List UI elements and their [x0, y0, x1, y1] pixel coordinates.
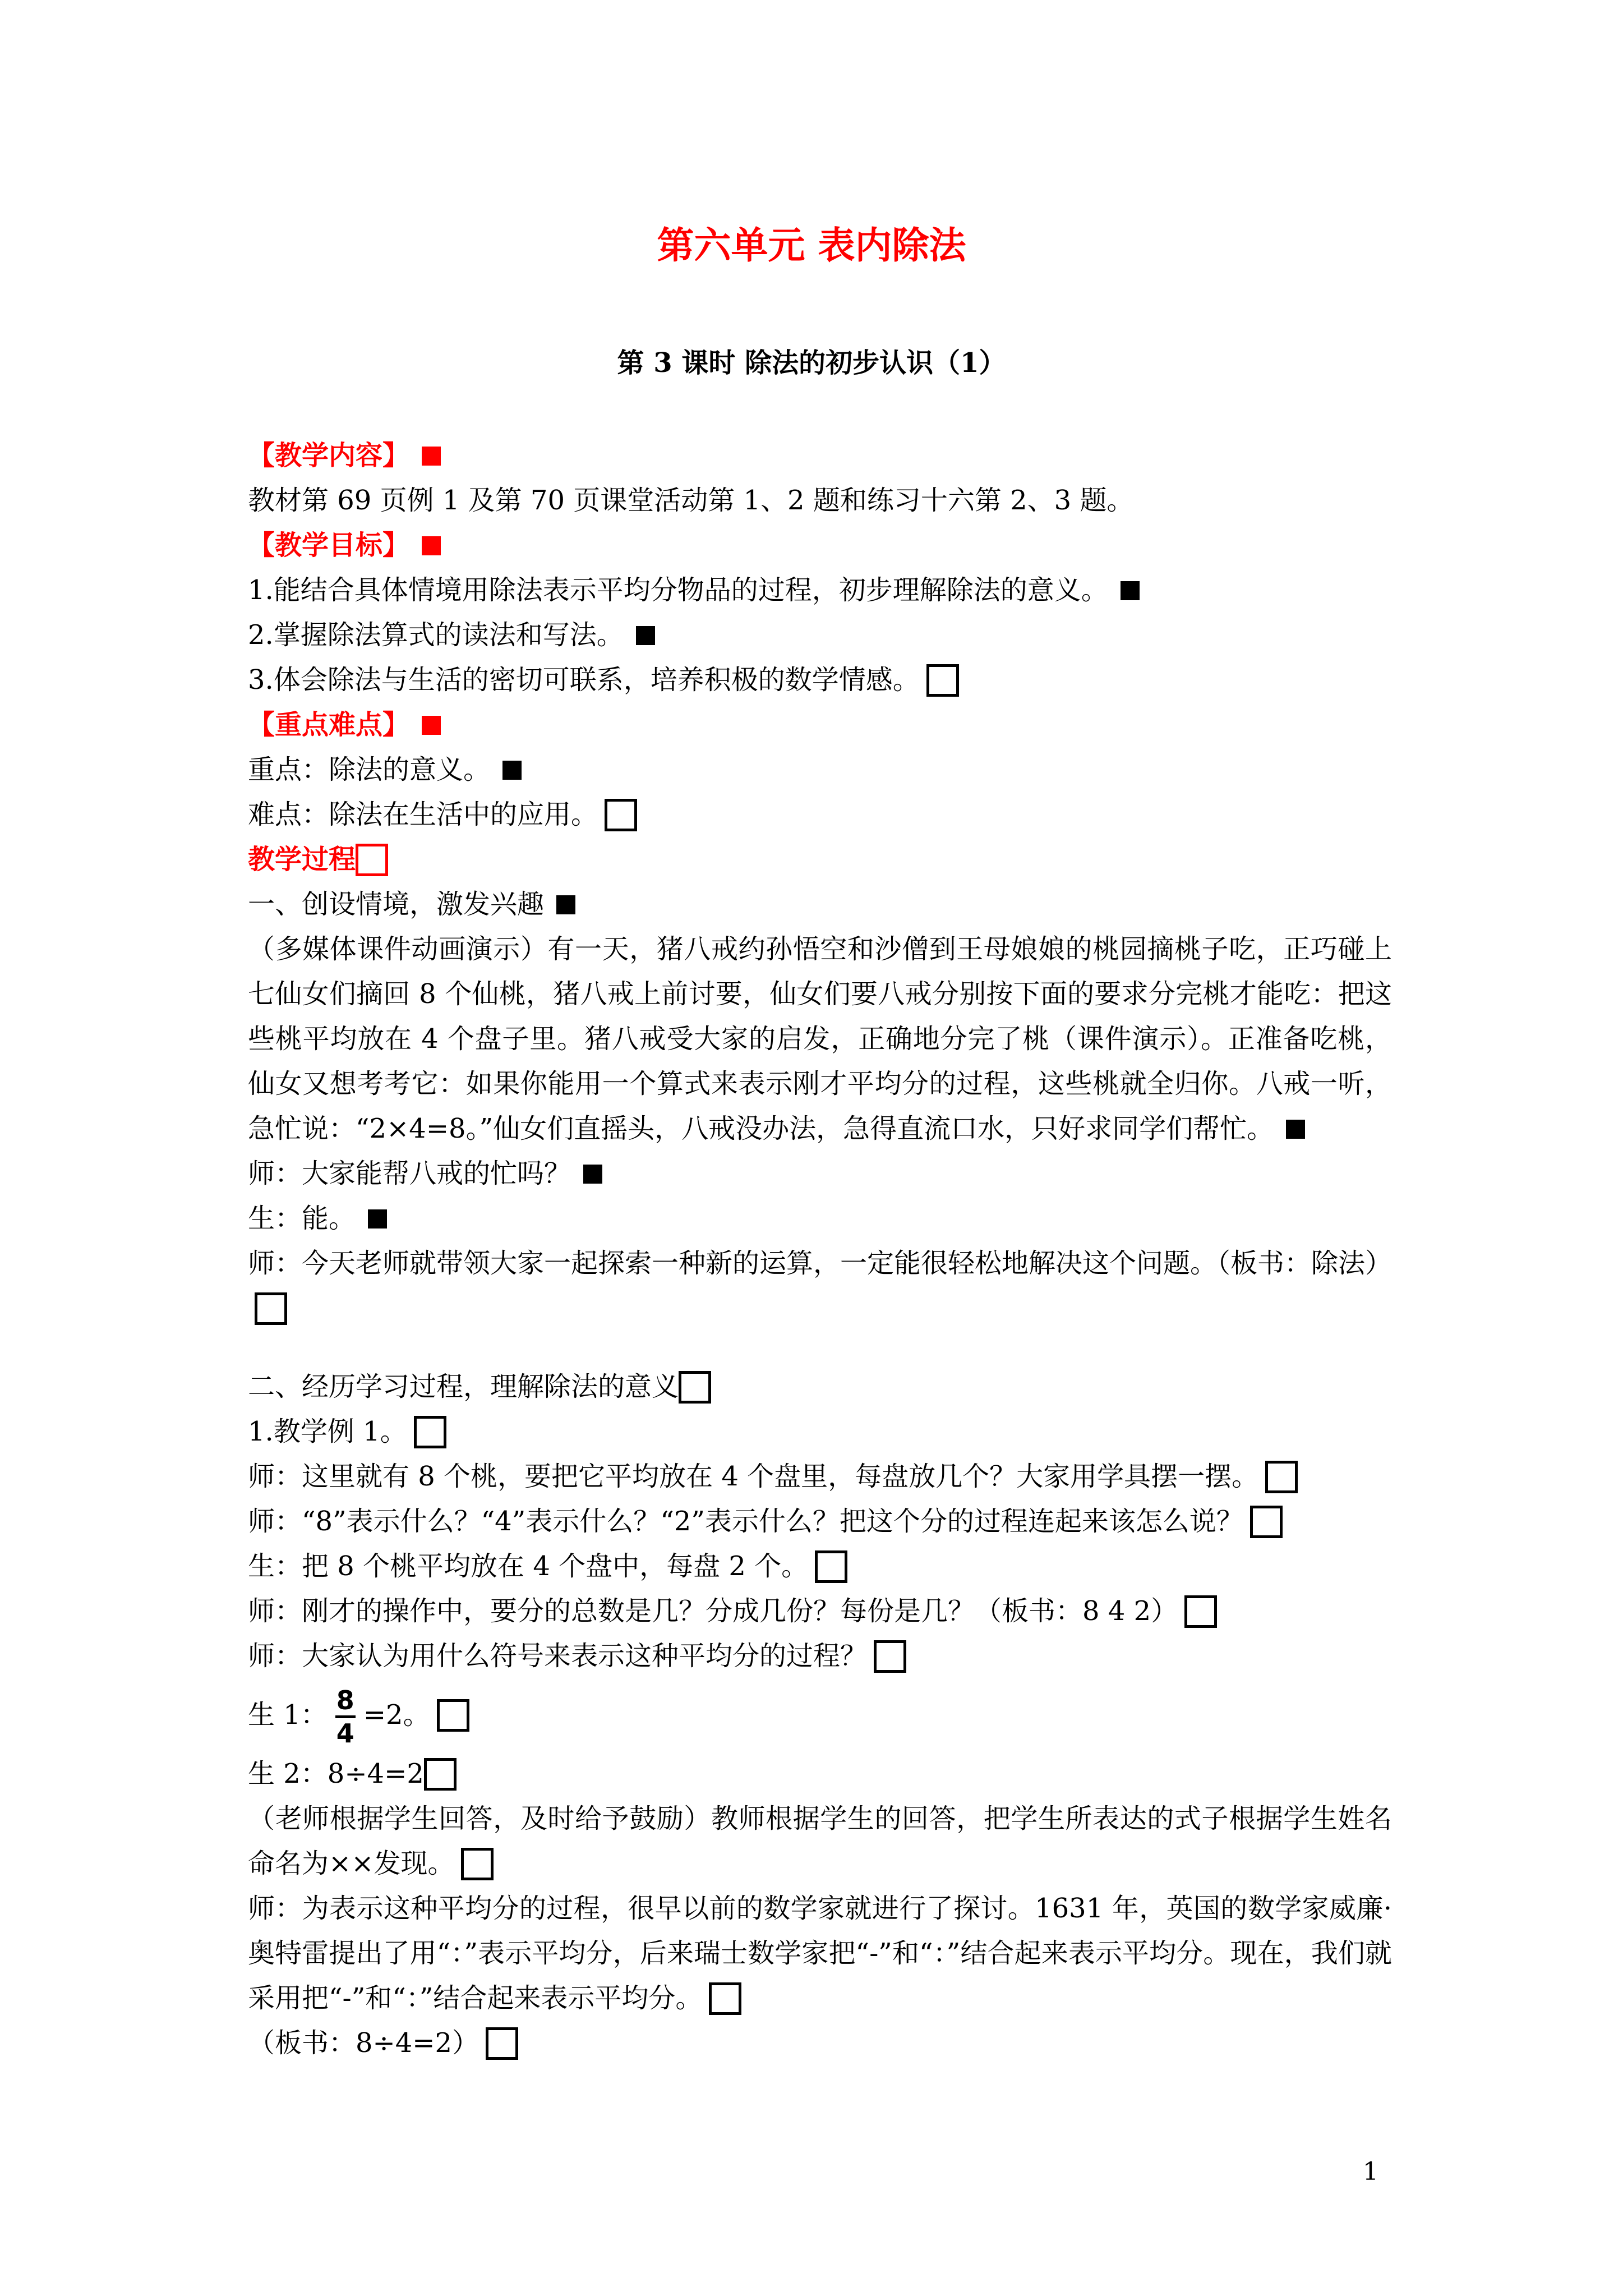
content-heading-line: [248, 433, 1392, 478]
square-box-icon: [1265, 1461, 1298, 1493]
board-note: （板书：8÷4=2）: [248, 2021, 1392, 2065]
part2-student-1: 生：把 8 个桃平均放在 4 个盘中，每盘 2 个。: [248, 1544, 1392, 1589]
process-heading: 教学过程: [248, 844, 356, 875]
square-box-icon: [679, 1371, 711, 1404]
part1-teacher-1: 师：大家能帮八戒的忙吗？: [248, 1151, 1392, 1196]
square-box-icon: [815, 1550, 847, 1583]
part1-heading: 一、创设情境，激发兴趣: [248, 882, 1392, 927]
square-box-icon: [461, 1848, 494, 1880]
content-heading: 【教学内容】: [248, 440, 410, 471]
square-box-icon: [424, 1758, 457, 1791]
square-box-icon: [1184, 1595, 1217, 1628]
fraction: [335, 1686, 356, 1747]
black-square-icon: [368, 1209, 387, 1228]
spacer: [248, 1331, 1392, 1364]
fraction-numerator: 8: [336, 1685, 354, 1715]
part1-student-1: 生：能。: [248, 1196, 1392, 1241]
student-answer-division: 生 2：8÷4=2: [248, 1751, 1392, 1796]
black-square-icon: [1121, 581, 1140, 600]
black-square-icon: [583, 1165, 602, 1184]
example-1: 1.教学例 1。: [248, 1409, 1392, 1454]
fraction-denominator: 4: [336, 1718, 354, 1749]
square-box-icon: [414, 1416, 446, 1448]
black-square-icon: [556, 895, 575, 914]
black-square-icon: [502, 761, 522, 780]
key-heading-line: [248, 702, 1392, 747]
lesson-content: [248, 433, 1392, 2065]
key-heading: 【重点难点】: [248, 709, 410, 740]
part1-teacher-2: 师：今天老师就带领大家一起探索一种新的运算，一定能很轻松地解决这个问题。（板书：除法）: [248, 1241, 1392, 1331]
teacher-feedback: （老师根据学生回答，及时给予鼓励）教师根据学生的回答，把学生所表达的式子根据学生姓名命名为××发现。: [248, 1803, 1392, 1879]
unit-title: 第六单元 表内除法: [657, 223, 966, 267]
black-square-icon: [636, 626, 655, 645]
part2-teacher-3: 师：刚才的操作中，要分的总数是几？分成几份？每份是几？（板书：8 4 2）: [248, 1589, 1392, 1634]
content-text: 教材第 69 页例 1 及第 70 页课堂活动第 1、2 题和练习十六第 2、3 题。: [248, 485, 1134, 516]
square-box-icon: [255, 1292, 287, 1325]
goal-3: 3.体会除法与生活的密切可联系，培养积极的数学情感。: [248, 657, 1392, 702]
square-box-icon: [709, 1982, 741, 2015]
square-box-icon: [605, 799, 637, 831]
part2-teacher-4: 师：大家认为用什么符号来表示这种平均分的过程？: [248, 1634, 1392, 1678]
red-square-icon: [422, 716, 441, 735]
lesson-subtitle: 第 3 课时 除法的初步认识（1）: [617, 347, 1006, 379]
page-number: 1: [1363, 2157, 1378, 2186]
part2-teacher-2: 师：“8”表示什么？“4”表示什么？“2”表示什么？把这个分的过程连起来该怎么说？: [248, 1499, 1392, 1544]
part2-heading: 二、经历学习过程，理解除法的意义: [248, 1364, 1392, 1409]
square-box-icon: [874, 1640, 906, 1673]
square-box-icon: [1250, 1506, 1283, 1538]
goal-2: 2.掌握除法算式的读法和写法。: [248, 613, 1392, 657]
part2-teacher-1: 师：这里就有 8 个桃，要把它平均放在 4 个盘里，每盘放几个？大家用学具摆一摆。: [248, 1454, 1392, 1499]
square-box-icon: [437, 1699, 469, 1732]
student-answer-fraction: 生 1： 8 4 =2。: [248, 1678, 1392, 1751]
goals-heading: 【教学目标】: [248, 530, 410, 561]
black-square-icon: [1286, 1120, 1305, 1139]
square-box-icon: [486, 2027, 518, 2060]
division-history: 师：为表示这种平均分的过程，很早以前的数学家就进行了探讨。1631 年，英国的数学家威廉·奥特雷提出了用“：”表示平均分，后来瑞士数学家把“-”和“：”结合起来表示平均分。现在，我们就采用把“-”和“：”结合起来表示平均分。: [248, 1893, 1392, 2014]
square-box-icon: [926, 664, 959, 697]
key-point: 重点：除法的意义。: [248, 747, 1392, 792]
goal-1: 1.能结合具体情境用除法表示平均分物品的过程，初步理解除法的意义。: [248, 568, 1392, 613]
red-square-box-icon: [356, 844, 388, 876]
difficult-point: 难点：除法在生活中的应用。: [248, 792, 1392, 837]
part1-story: （多媒体课件动画演示）有一天，猪八戒约孙悟空和沙僧到王母娘娘的桃园摘桃子吃，正巧碰上七仙女们摘回 8 个仙桃，猪八戒上前讨要，仙女们要八戒分别按下面的要求分完桃才能吃：把这些桃平均放在 4 个盘子里。猪八戒受大家的启发，正确地分完了桃（课件演示）。正准备吃桃，仙女又想考考它：如果你能用一个算式来表示刚才平均分的过程，这些桃就全归你。八戒一听，急忙说：“2×4=8。”仙女们直摇头，八戒没办法，急得直流口水，只好求同学们帮忙。: [248, 933, 1392, 1144]
red-square-icon: [422, 536, 441, 555]
goals-heading-line: [248, 523, 1392, 568]
process-heading-line: [248, 837, 1392, 882]
red-square-icon: [422, 447, 441, 466]
